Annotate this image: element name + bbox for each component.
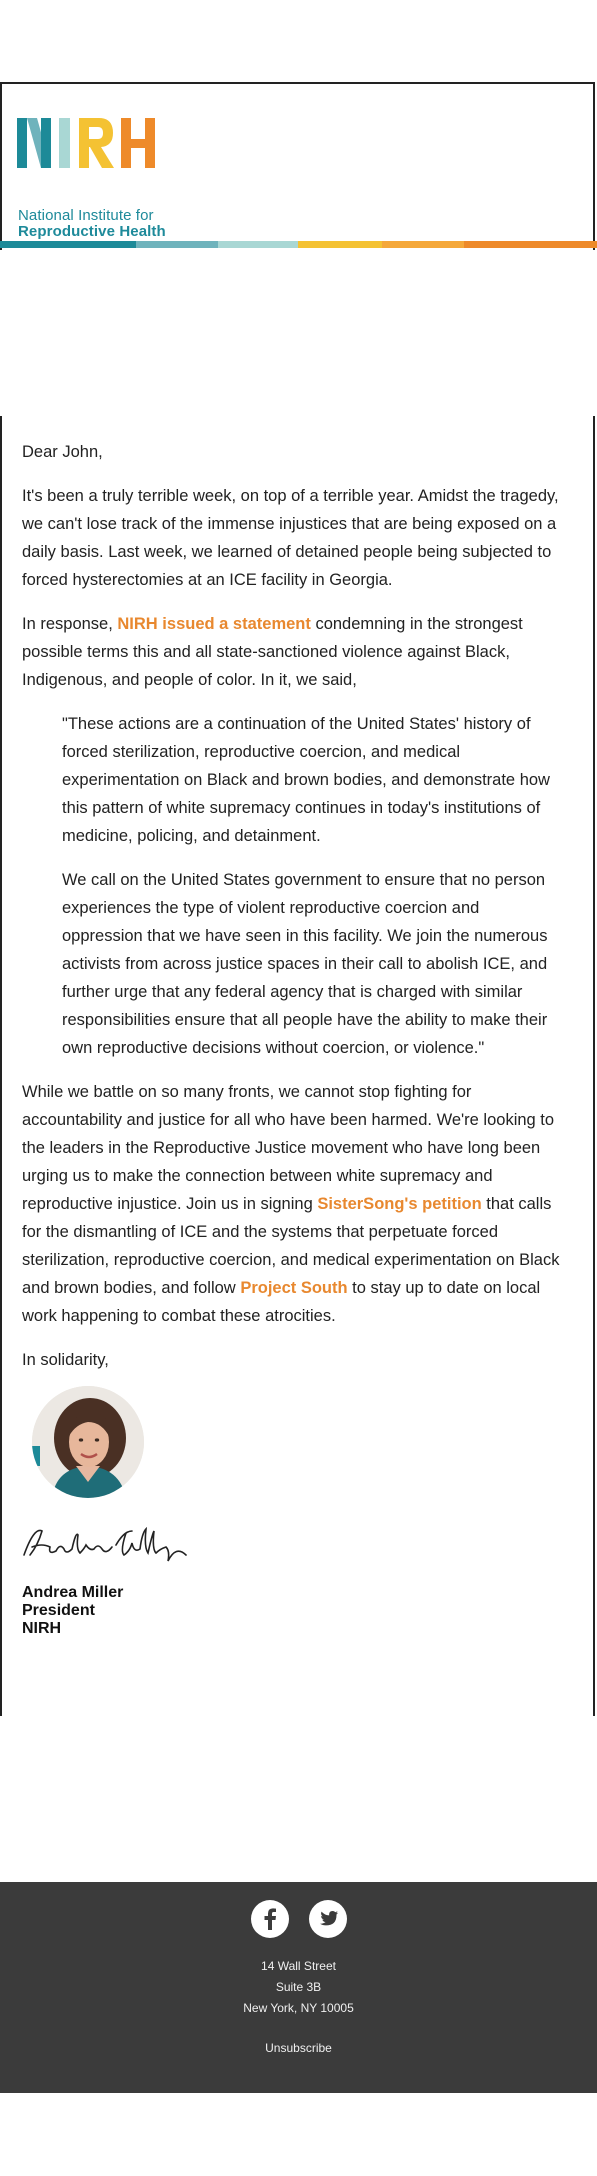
avatar-portrait bbox=[32, 1386, 144, 1498]
paragraph-2-lead: In response, bbox=[22, 615, 118, 633]
address-line-2: Suite 3B bbox=[275, 1980, 322, 1994]
sistersong-petition-link[interactable]: SisterSong's petition bbox=[317, 1195, 482, 1213]
paragraph-3-lead: While we battle on so many fronts, we cannot stop fighting for accountability and justice for all who have been harmed. We're looking to the leaders in the Reproductive Justice movement who have long been urging us to make the connection between white supremacy and reproductive injustice. Join us in signing bbox=[22, 1083, 555, 1213]
color-stripe bbox=[0, 241, 597, 248]
address-line-3: New York, NY 10005 bbox=[243, 2001, 354, 2015]
paragraph-3 bbox=[22, 1078, 575, 1330]
quote-paragraph-1: "These actions are a continuation of the United States' history of forced sterilization, reproductive coercion, and medical experimentation on Black and brown bodies, and demonstrate how this pattern of white supremacy continues in today's institutions of medicine, policing, and detainment. bbox=[62, 715, 550, 845]
paragraph-3-rest: to stay up to date on local work happening to combat these atrocities. bbox=[22, 1279, 541, 1325]
logo-subtitle-line2: Reproductive Health bbox=[18, 223, 166, 240]
twitter-glyph bbox=[309, 1900, 347, 1938]
paragraph-3-middle: that calls for the dismantling of ICE and the systems that perpetuate forced sterilization, reproductive coercion, and medical experimentation on Black and brown bodies, and follow bbox=[22, 1195, 560, 1297]
nirh-logo-mark bbox=[17, 114, 167, 170]
nirh-statement-link[interactable]: NIRH issued a statement bbox=[117, 615, 311, 633]
signature-image bbox=[20, 1521, 200, 1567]
signer-org: NIRH bbox=[22, 1620, 62, 1637]
border-left bbox=[0, 416, 2, 1716]
paragraph-1: It's been a truly terrible week, on top of a terrible year. Amidst the tragedy, we can't lose track of the immense injustices that are being exposed on a daily basis. Last week, we learned of detained people being subjected to forced hysterectomies at an ICE facility in Georgia. bbox=[22, 487, 559, 589]
stripe-seg-2 bbox=[136, 241, 218, 248]
nirh-logo[interactable] bbox=[17, 114, 167, 240]
logo-subtitle-line1: National Institute for bbox=[18, 207, 154, 224]
logo-subtitle bbox=[18, 208, 218, 240]
border-right bbox=[593, 416, 595, 1716]
address-line-1: 14 Wall Street bbox=[261, 1959, 336, 1973]
paragraph-2 bbox=[22, 610, 575, 694]
quote-paragraph-2: We call on the United States government to ensure that no person experiences the type of violent reproductive coercion and oppression that we have seen in this facility. We join the numerous activists from across justice spaces in their call to abolish ICE, and further urge that any federal agency that is charged with similar responsibilities ensure that all people have the ability to make their own reproductive decisions without coercion, or violence." bbox=[62, 871, 548, 1057]
stripe-seg-1 bbox=[0, 241, 136, 248]
email-footer bbox=[0, 1882, 597, 2093]
closing: In solidarity, bbox=[22, 1351, 109, 1369]
stripe-seg-4 bbox=[298, 241, 382, 248]
stripe-seg-5 bbox=[382, 241, 464, 248]
mailing-address bbox=[0, 1956, 597, 2019]
facebook-glyph bbox=[251, 1900, 289, 1938]
stripe-seg-6 bbox=[464, 241, 597, 248]
signature-block bbox=[22, 1584, 123, 1638]
greeting: Dear John, bbox=[22, 443, 103, 461]
letter-body bbox=[22, 438, 575, 1390]
letter-container bbox=[0, 416, 597, 1716]
facebook-icon[interactable] bbox=[251, 1900, 289, 1938]
signer-name: Andrea Miller bbox=[22, 1584, 124, 1601]
twitter-icon[interactable] bbox=[309, 1900, 347, 1938]
unsubscribe-link[interactable]: Unsubscribe bbox=[265, 2041, 332, 2055]
stripe-seg-3 bbox=[218, 241, 298, 248]
email-header bbox=[0, 82, 595, 250]
paragraph-2-rest: condemning in the strongest possible terms this and all state-sanctioned violence against Black, Indigenous, and people of color. In it, we said, bbox=[22, 615, 523, 689]
social-links bbox=[0, 1900, 597, 1938]
project-south-link[interactable]: Project South bbox=[240, 1279, 348, 1297]
signer-title: President bbox=[22, 1602, 95, 1619]
avatar bbox=[32, 1386, 144, 1498]
